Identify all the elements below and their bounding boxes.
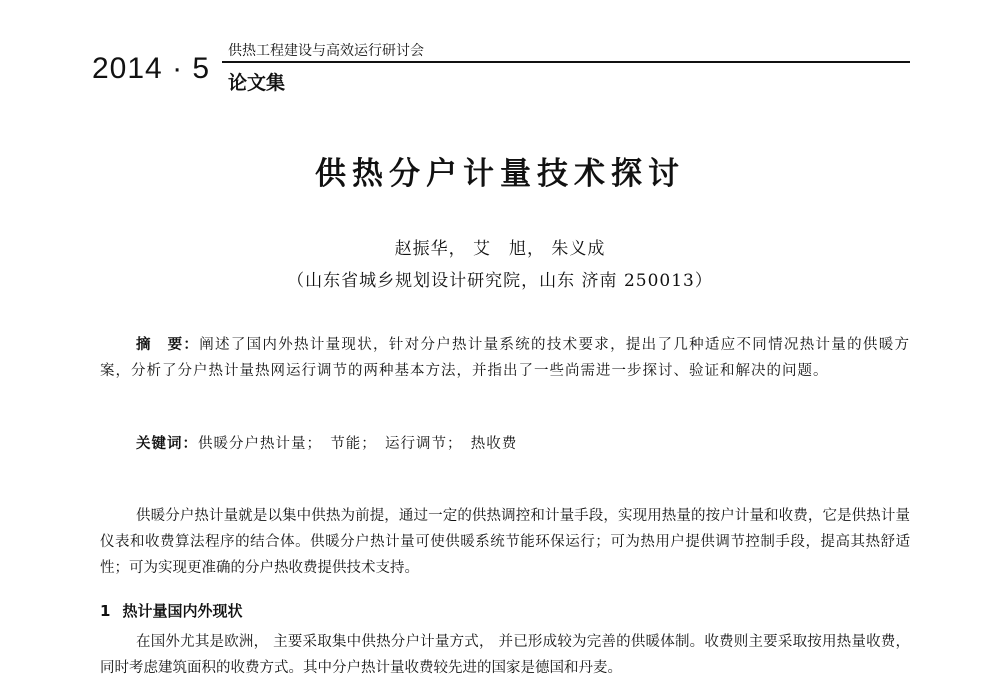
header-conference-name: 供热工程建设与高效运行研讨会 [228, 43, 424, 59]
intro-paragraph: 供暖分户热计量就是以集中供热为前提，通过一定的供热调控和计量手段，实现用热量的按户计量和收费，它是供热计量仪表和收费算法程序的结合体。供暖分户热计量可使供暖系统节能环保运行；可为热用户提供调节控制手段，提高其热舒适性；可为实现更准确的分户热收费提供技术支持。 [100, 508, 910, 576]
paper-title: 供热分户计量技术探讨 [315, 156, 685, 192]
section-1-number: 1 [100, 602, 111, 620]
keywords-text: 供暖分户热计量； 节能； 运行调节； 热收费 [198, 436, 518, 452]
section-1-paragraph: 在国外尤其是欧洲， 主要采取集中供热分户计量方式， 并已形成较为完善的供暖体制。收费则主要采取按用热量收费， 同时考虑建筑面积的收费方式。其中分户热计量收费较先进的国家是德国和丹麦。 [100, 634, 910, 676]
abstract-paragraph [100, 332, 910, 384]
section-1-heading [100, 600, 242, 621]
keywords-line [136, 432, 517, 453]
section-1-title: 热计量国内外现状 [122, 602, 243, 620]
header-year-issue: 2014 · 5 [92, 52, 211, 85]
abstract-text: 阐述了国内外热计量现状，针对分户热计量系统的技术要求，提出了几种适应不同情况热计量的供暖方案，分析了分户热计量热网运行调节的两种基本方法，并指出了一些尚需进一步探讨、验证和解决的问题。 [100, 337, 911, 379]
header-rule [222, 61, 910, 63]
paper-authors: 赵振华， 艾 旭， 朱义成 [394, 239, 606, 259]
abstract-label: 摘 要： [136, 337, 200, 353]
paper-affiliation: （山东省城乡规划设计研究院，山东 济南 250013） [287, 271, 713, 291]
keywords-label: 关键词： [136, 436, 198, 452]
header-collection-label: 论文集 [228, 72, 286, 94]
